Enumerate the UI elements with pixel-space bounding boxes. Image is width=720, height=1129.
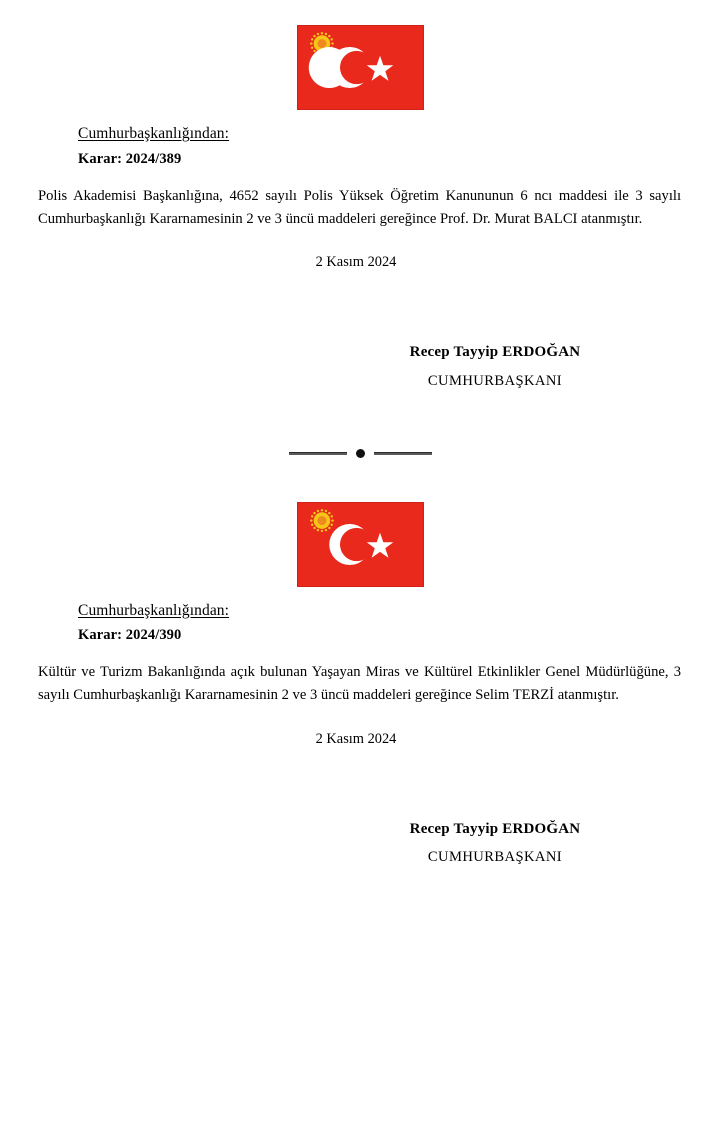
- mid-spacer: [0, 468, 720, 502]
- flag-container-2: [0, 502, 720, 587]
- decree-heading-row-2: [0, 601, 720, 622]
- signer-name: Recep Tayyip ERDOĞAN: [409, 820, 581, 837]
- flag-container-1: [0, 25, 720, 110]
- signature-block-2: [0, 818, 720, 869]
- decree-body-text: Kültür ve Turizm Bakanlığında açık bulunan Yaşayan Miras ve Kültürel Etkinlikler Genel Müdürlüğüne, 3 sayılı Cumhurbaşkanlığı Kararnamesinin 2 ve 3 üncü maddeleri gereğince Selim TERZİ atanmıştır.: [38, 664, 681, 704]
- signature-block-1: [0, 341, 720, 392]
- section-separator: [0, 449, 720, 458]
- separator-dot-icon: [356, 449, 365, 458]
- decree-heading: Cumhurbaşkanlığından:: [78, 601, 230, 619]
- decree-number-row-2: [0, 626, 720, 644]
- decree-date: 2 Kasım 2024: [315, 254, 397, 271]
- top-spacer: [0, 0, 720, 25]
- decree-date: 2 Kasım 2024: [315, 730, 397, 747]
- decree-number: Karar: 2024/389: [78, 150, 182, 167]
- signer-title: CUMHURBAŞKANI: [427, 849, 563, 866]
- separator-line-right: [374, 452, 432, 455]
- decree-number: Karar: 2024/390: [78, 627, 182, 644]
- turkish-flag-icon: [297, 25, 424, 110]
- decree-block-2: [0, 502, 720, 870]
- decree-heading-row-1: [0, 124, 720, 145]
- turkish-flag-icon: [297, 502, 424, 587]
- signer-name: Recep Tayyip ERDOĞAN: [409, 344, 581, 361]
- signer-title: CUMHURBAŞKANI: [427, 372, 563, 389]
- decree-block-1: [0, 25, 720, 393]
- decree-body-text: Polis Akademisi Başkanlığına, 4652 sayılı Polis Yüksek Öğretim Kanununun 6 ncı maddesi ile 3 sayılı Cumhurbaşkanlığı Kararnamesinin 2 ve 3 üncü maddeleri gereğince Prof. Dr. Murat BALCI atanmıştır.: [38, 187, 681, 227]
- decree-number-row-1: [0, 150, 720, 168]
- separator-line-left: [289, 452, 347, 455]
- decree-heading: Cumhurbaşkanlığından:: [78, 125, 230, 142]
